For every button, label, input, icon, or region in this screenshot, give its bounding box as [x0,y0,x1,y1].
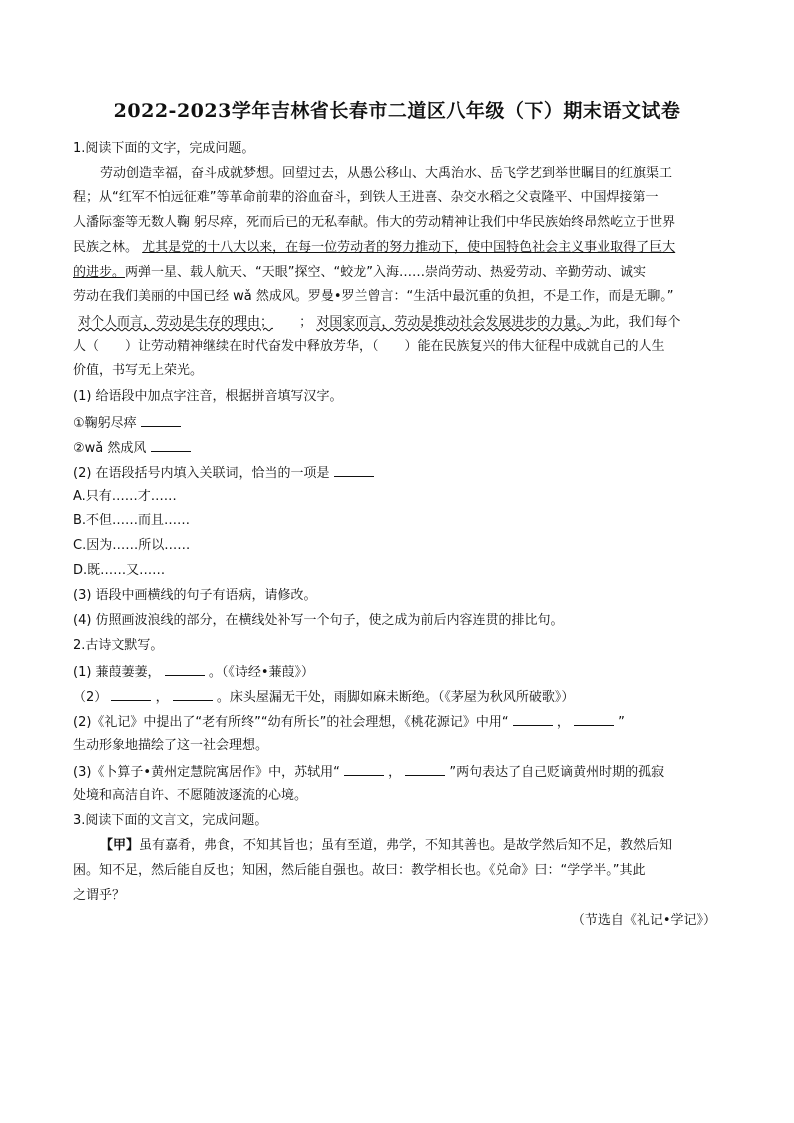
underlined-sentence-end: 的进步。 [73,265,126,280]
q2-text: ， [155,690,169,705]
q2-text: ”两句表达了自己贬谪黄州时期的孤寂 [449,765,665,780]
underlined-sentence: 尤其是党的十八大以来，在每一位劳动者的努力推动下，使中国特色社会主义事业取得了巨大 [142,240,676,255]
q2-line [73,711,625,733]
q2-text: 。床头屋漏无干处，雨脚如麻未断绝。（《茅屋为秋风所破歌》） [216,690,575,705]
q2-line: 处境和高洁自许、不愿随波逐流的心境。 [73,788,308,803]
q3-text: 虽有嘉肴，弗食，不知其旨也；虽有至道，弗学，不知其善也。是故学然后知不足，教然后知 [139,838,673,853]
q2-line [73,661,314,683]
answer-blank[interactable] [334,462,374,477]
q2-heading: 2.古诗文默写。 [73,638,164,653]
q1-text: 民族之林。 [73,240,139,255]
fill-blank[interactable] [277,312,299,326]
q1-item-text: ②wǎ 然成风 [73,441,147,456]
q2-text: （2） [73,690,108,705]
q1-heading: 1.阅读下面的文字，完成问题。 [73,141,255,156]
q3-paragraph-line [100,836,672,856]
source-citation: （节选自《礼记•学记》） [571,913,716,928]
answer-blank[interactable] [151,437,191,452]
q2-text: (2)《礼记》中提出了“老有所终”“幼有所长”的社会理想，《桃花源记》中用“ [73,715,509,730]
q1-paragraph-line: 价值，书写无上荣光。 [73,363,204,378]
q1-paragraph-line: 人（ ）让劳动精神继续在时代奋发中释放芳华，（ ）能在民族复兴的伟大征程中成就自己的人生 [73,339,665,354]
q1-item [73,437,191,459]
q3-paragraph-line: 困。知不足，然后能自反也；知困，然后能自强也。故曰：教学相长也。《兑命》曰：“学学半。”其此 [73,863,646,878]
q1-item [73,412,181,434]
q1-sub-question-text: (2) 在语段括号内填入关联词，恰当的一项是 [73,466,330,481]
option-c[interactable]: C.因为……所以…… [73,538,191,553]
answer-blank[interactable] [344,761,384,776]
q2-text: ” [618,715,625,730]
answer-blank[interactable] [574,711,614,726]
q1-paragraph-line: 程；从“红军不怕远征难”等革命前辈的浴血奋斗，到铁人王进喜、杂交水稻之父袁隆平、中国焊接第一 [73,190,659,205]
exam-title: 2022-2023学年吉林省长春市二道区八年级（下）期末语文试卷 [113,100,681,122]
q2-text: ， [556,715,570,730]
q2-text: (3)《卜算子•黄州定慧院寓居作》中，苏轼用“ [73,765,340,780]
q1-paragraph-line: 劳动创造幸福，奋斗成就梦想。回望过去，从愚公移山、大禹治水、岳飞学艺到举世瞩目的红旗渠工 [100,166,673,181]
answer-blank[interactable] [141,412,181,427]
q1-sub-question-4: (4) 仿照画波浪线的部分，在横线处补写一个句子，使之成为前后内容连贯的排比句。 [73,613,564,628]
q1-paragraph-line: 劳动在我们美丽的中国已经 wǎ 然成风。罗曼•罗兰曾言：“生活中最沉重的负担，不是工作，而是无聊。” [73,289,674,304]
q2-text: ， [388,765,402,780]
q1-text: ； [299,315,313,330]
passage-tag: 【甲】 [100,838,140,853]
q1-sub-question-1: (1) 给语段中加点字注音，根据拼音填写汉字。 [73,389,343,404]
answer-blank[interactable] [405,761,445,776]
option-a[interactable]: A.只有……才…… [73,489,177,504]
answer-blank[interactable] [513,711,553,726]
q1-paragraph-line [78,312,680,333]
q1-paragraph-line [73,263,646,283]
q1-paragraph-line: 人潘际銮等无数人鞠 躬尽瘁，死而后已的无私奉献。伟大的劳动精神让我们中华民族始终昂然屹立于世界 [73,215,676,230]
answer-blank[interactable] [173,686,213,701]
option-d[interactable]: D.既……又…… [73,563,166,578]
q2-line [73,686,574,708]
q3-heading: 3.阅读下面的文言文，完成问题。 [73,813,268,828]
wavy-sentence-1: 对个人而言，劳动是生存的理由； [78,315,274,330]
q2-line [73,761,664,783]
option-b[interactable]: B.不但……而且…… [73,513,191,528]
wavy-sentence-2: 对国家而言，劳动是推动社会发展进步的力量。 [316,315,590,330]
q3-paragraph-line: 之谓乎？ [73,888,126,903]
answer-blank[interactable] [111,686,151,701]
q1-item-text: ①鞠躬尽瘁 [73,416,137,431]
q2-line: 生动形象地描绘了这一社会理想。 [73,738,269,753]
q1-text: 为此，我们每个 [589,315,681,330]
answer-blank[interactable] [165,661,205,676]
q2-text: (1) 蒹葭萋萋， [73,665,161,680]
q1-paragraph-line [73,238,675,258]
q1-text: 两弹一星、载人航天、“天眼”探空、“蛟龙”入海……崇尚劳动、热爱劳动、辛勤劳动、诚实 [125,265,646,280]
q2-text: 。（《诗经•蒹葭》） [208,665,315,680]
q1-sub-question-3: (3) 语段中画横线的句子有语病，请修改。 [73,588,317,603]
q1-sub-question-2 [73,462,374,484]
